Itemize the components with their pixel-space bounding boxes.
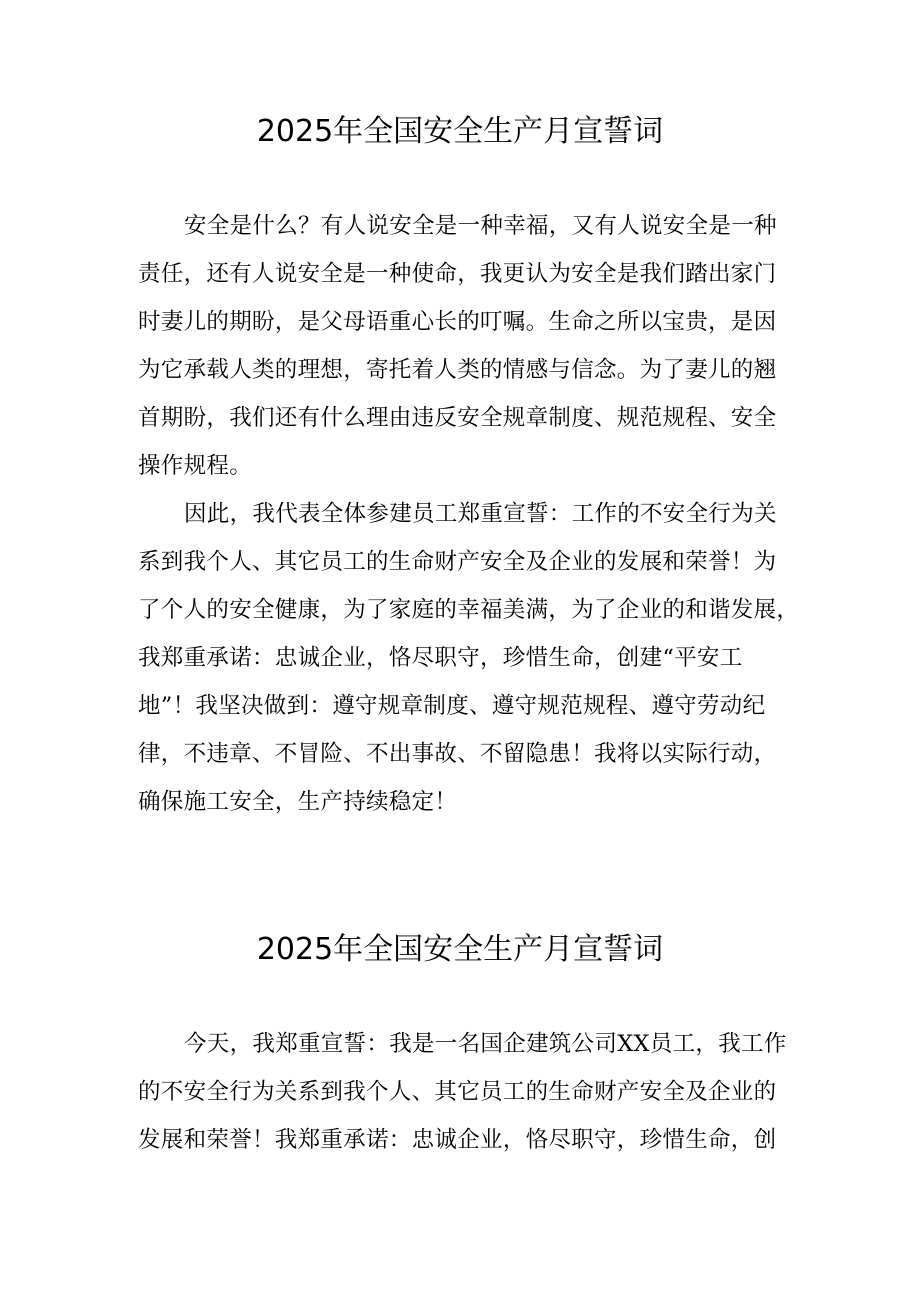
paragraph-line: 安全是什么？有人说安全是一种幸福，又有人说安全是一种 — [184, 213, 777, 239]
paragraph-line: 发展和荣誉！我郑重承诺：忠诚企业，恪尽职守，珍惜生命，创 — [138, 1127, 777, 1153]
paragraph-line: 了个人的安全健康，为了家庭的幸福美满，为了企业的和谐发展， — [138, 597, 800, 623]
document-title: 2025年全国安全生产月宣誓词 — [256, 114, 664, 149]
paragraph-line: 地”！我坚决做到：遵守规章制度、遵守规范规程、遵守劳动纪 — [138, 693, 766, 719]
paragraph-line: 时妻儿的期盼，是父母语重心长的叮嘱。生命之所以宝贵，是因 — [138, 309, 777, 335]
paragraph — [138, 202, 798, 490]
paragraph-line: 的不安全行为关系到我个人、其它员工的生命财产安全及企业的 — [138, 1079, 777, 1105]
paragraph — [138, 1020, 798, 1164]
paragraph-line: 确保施工安全，生产持续稳定！ — [138, 789, 458, 815]
paragraph-line: 操作规程。 — [138, 453, 253, 479]
paragraph — [138, 490, 798, 826]
paragraph-line: 我郑重承诺：忠诚企业，恪尽职守，珍惜生命，创建“平安工 — [138, 645, 743, 671]
paragraph-line: 责任，还有人说安全是一种使命，我更认为安全是我们踏出家门 — [138, 261, 777, 287]
document-title: 2025年全国安全生产月宣誓词 — [256, 932, 664, 967]
paragraph-line: 系到我个人、其它员工的生命财产安全及企业的发展和荣誉！为 — [138, 549, 777, 575]
paragraph-line: 为它承载人类的理想，寄托着人类的情感与信念。为了妻儿的翘 — [138, 357, 777, 383]
paragraph-line: 律，不违章、不冒险、不出事故、不留隐患！我将以实际行动， — [138, 741, 777, 767]
paragraph-line: 首期盼，我们还有什么理由违反安全规章制度、规范规程、安全 — [138, 405, 777, 431]
paragraph-line: 因此，我代表全体参建员工郑重宣誓：工作的不安全行为关 — [184, 501, 777, 527]
paragraph-line: 今天，我郑重宣誓：我是一名国企建筑公司XX员工，我工作 — [184, 1031, 787, 1057]
